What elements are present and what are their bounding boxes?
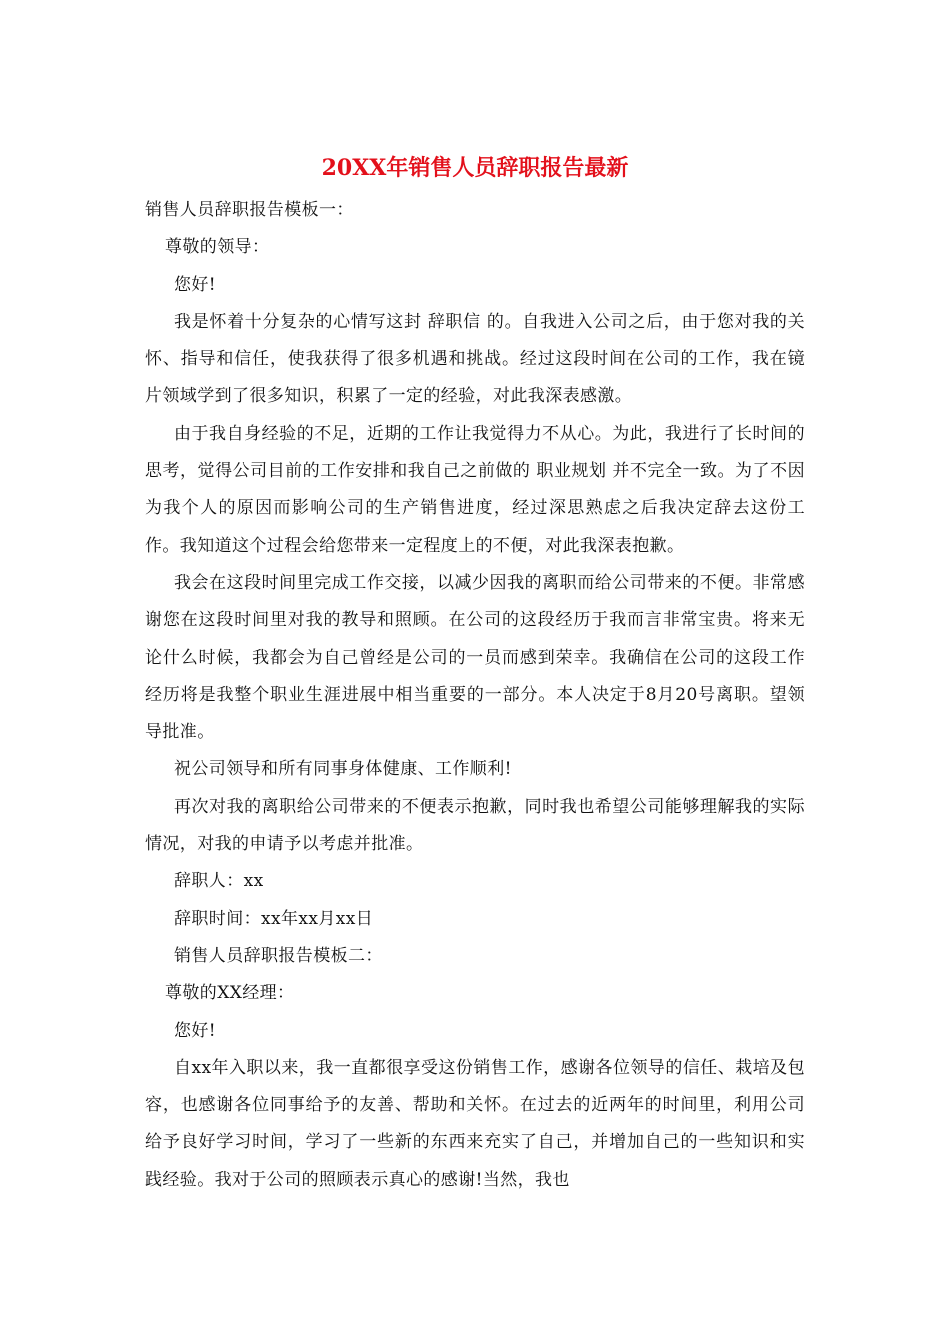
- date-1: 辞职时间：xx年xx月xx日: [174, 908, 374, 929]
- greeting-1: 您好!: [174, 274, 217, 295]
- template1-heading: 销售人员辞职报告模板一：: [145, 200, 354, 220]
- paragraph-4: 祝公司领导和所有同事身体健康、工作顺利!: [174, 759, 512, 780]
- document-body: [145, 192, 805, 1199]
- paragraph-2: 由于我自身经验的不足，近期的工作让我觉得力不从心。为此，我进行了长时间的思考，觉得公司目前的工作安排和我自己之前做的 职业规划 并不完全一致。为了不因为我个人的原因而影响公司的生产销售进度，经过深思熟虑之后我决定辞去这份工作。我知道这个过程会给您带来一定程度上的不便，对此我深表抱歉。: [145, 423, 805, 556]
- template2-heading: 销售人员辞职报告模板二：: [174, 945, 383, 966]
- paragraph-6: 自xx年入职以来，我一直都很享受这份销售工作，感谢各位领导的信任、栽培及包容，也感谢各位同事给予的友善、帮助和关怀。在过去的近两年的时间里，利用公司给予良好学习时间，学习了一些新的东西来充实了自己，并增加自己的一些知识和实践经验。我对于公司的照顾表示真心的感谢!当然，我也: [145, 1057, 805, 1190]
- salutation-1: 尊敬的领导：: [165, 237, 270, 258]
- paragraph-3: 我会在这段时间里完成工作交接，以减少因我的离职而给公司带来的不便。非常感谢您在这段时间里对我的教导和照顾。在公司的这段经历于我而言非常宝贵。将来无论什么时候，我都会为自己曾经是公司的一员而感到荣幸。我确信在公司的这段工作经历将是我整个职业生涯进展中相当重要的一部分。本人决定于8月20号离职。望领导批准。: [145, 572, 805, 743]
- salutation-2: 尊敬的XX经理：: [165, 983, 295, 1004]
- paragraph-5: 再次对我的离职给公司带来的不便表示抱歉，同时我也希望公司能够理解我的实际情况，对我的申请予以考虑并批准。: [145, 796, 805, 855]
- paragraph-1: 我是怀着十分复杂的心情写这封 辞职信 的。自我进入公司之后，由于您对我的关怀、指导和信任，使我获得了很多机遇和挑战。经过这段时间在公司的工作，我在镜片领域学到了很多知识，积累了一定的经验，对此我深表感激。: [145, 311, 805, 407]
- greeting-2: 您好!: [174, 1020, 217, 1041]
- document-title: 20XX年销售人员辞职报告最新: [321, 155, 629, 181]
- signer-1: 辞职人：xx: [174, 871, 264, 892]
